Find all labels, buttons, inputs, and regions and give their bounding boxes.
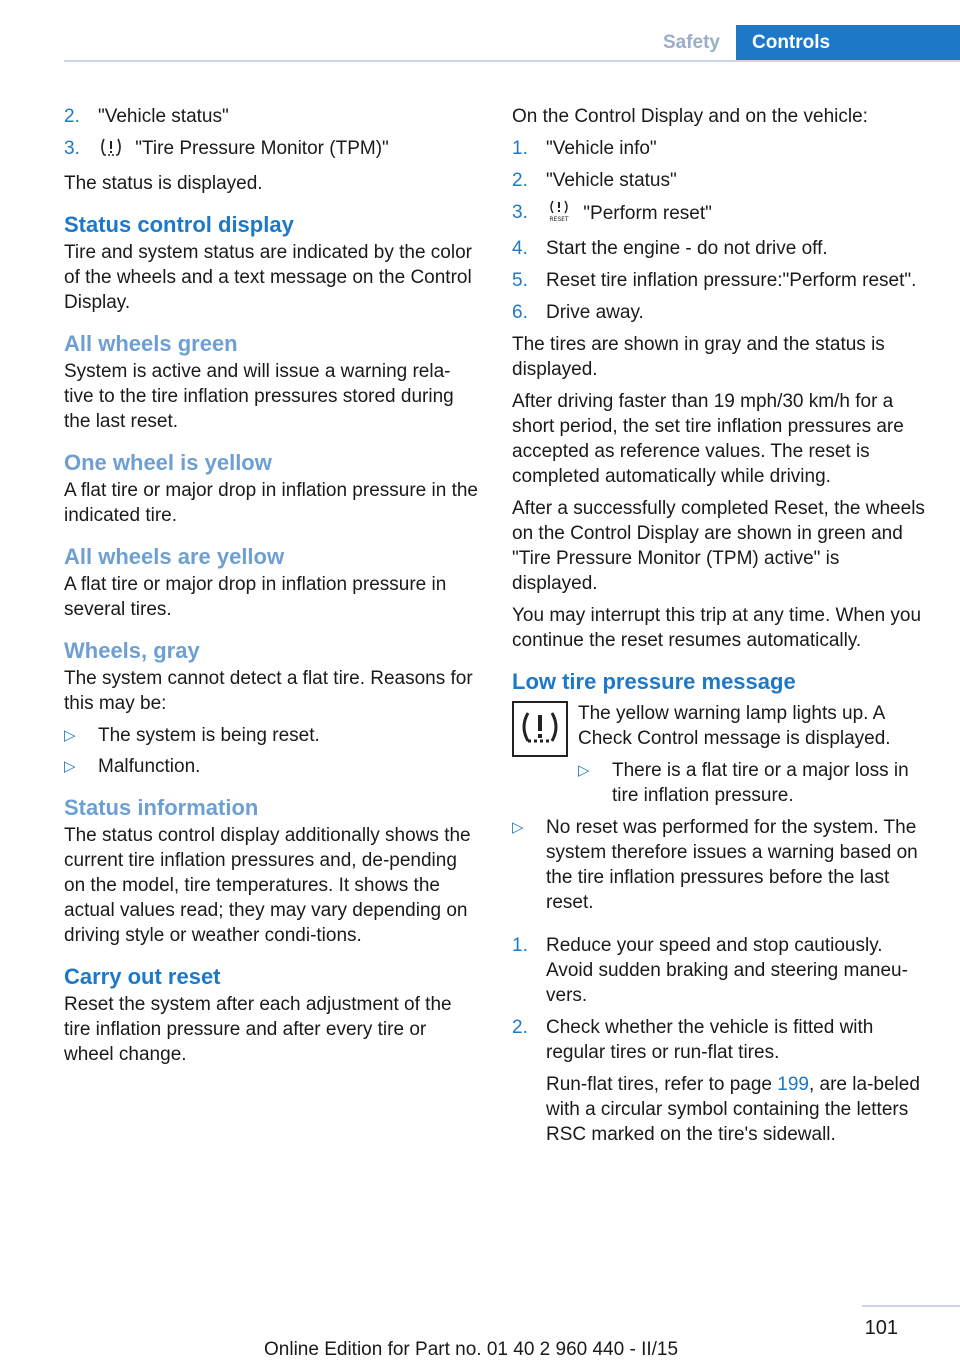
para-one-yellow: A flat tire or major drop in inflation pressure in the indicated tire. (64, 480, 478, 526)
list-item (64, 136, 478, 164)
right-column (512, 104, 928, 1154)
bullet-text: No reset was performed for the system. The system therefore issues a warning based on the tire inflation pressures before the last reset. (546, 817, 918, 913)
list-item (512, 933, 928, 1008)
list-item (512, 168, 928, 193)
list-item (512, 136, 928, 161)
para-interrupt: You may interrupt this trip at any time. When you continue the reset resumes automatically. (512, 605, 922, 651)
tpm-warning-icon (98, 137, 124, 164)
step-text: Reset tire inflation pressure:"Perform reset". (546, 270, 917, 291)
header-tab-safety: Safety (662, 32, 720, 53)
step-number: 2. (512, 1017, 528, 1038)
step-number: 2. (64, 106, 80, 127)
triangle-bullet-icon: ▷ (64, 727, 76, 744)
para-carry-out-reset: Reset the system after each adjustment of the tire inflation pressure and after every tire or wheel change. (64, 994, 452, 1065)
reset-steps (512, 136, 928, 325)
para-after-success: After a successfully completed Reset, the wheels on the Control Display are shown in green and "Tire Pressure Monitor (TPM) active" is displayed. (512, 498, 925, 594)
list-item (512, 200, 928, 229)
list-item (512, 236, 928, 261)
runflat-after: , are la-beled with a circular symbol containing the letters RSC marked on the tire's sidewall. (546, 1074, 920, 1145)
footer-rule (862, 1305, 960, 1307)
step-number: 5. (512, 270, 528, 291)
step-number: 6. (512, 302, 528, 323)
heading-status-info: Status information (64, 795, 259, 820)
para-lamp: The yellow warning lamp lights up. A Check Control message is displayed. (578, 703, 891, 749)
runflat-note (546, 1072, 928, 1147)
step-text: "Vehicle status" (546, 170, 677, 191)
left-steps (64, 104, 478, 164)
para-all-green: System is active and will issue a warning rela-tive to the tire inflation pressures stored during the last reset. (64, 361, 454, 432)
step-number: 2. (512, 170, 528, 191)
page-number: 101 (864, 1317, 898, 1339)
heading-one-yellow: One wheel is yellow (64, 450, 272, 475)
para-gray-tires: The tires are shown in gray and the status is displayed. (512, 334, 885, 380)
tpm-reset-icon (546, 200, 572, 229)
step-text: "Tire Pressure Monitor (TPM)" (135, 138, 389, 159)
lamp-bullets (578, 758, 928, 808)
list-item (64, 754, 478, 779)
list-item (512, 815, 928, 915)
status-displayed-text: The status is displayed. (64, 173, 263, 194)
step-text: "Perform reset" (583, 203, 712, 224)
page-link[interactable]: 199 (777, 1074, 809, 1095)
heading-low-pressure: Low tire pressure message (512, 669, 796, 694)
heading-all-yellow: All wheels are yellow (64, 544, 285, 569)
low-pressure-lamp-icon (512, 701, 568, 757)
low-pressure-text (578, 701, 928, 815)
step-number: 1. (512, 138, 528, 159)
reset-icon-label: RESET (549, 216, 569, 222)
step-text: Drive away. (546, 302, 644, 323)
para-all-yellow: A flat tire or major drop in inflation pressure in several tires. (64, 574, 447, 620)
bullet-text: There is a flat tire or a major loss in tire inflation pressure. (612, 760, 909, 806)
para-intro: On the Control Display and on the vehicle: (512, 106, 868, 127)
bullet-text: The system is being reset. (98, 725, 320, 746)
heading-all-green: All wheels green (64, 331, 238, 356)
step-text: "Vehicle info" (546, 138, 657, 159)
list-item (512, 300, 928, 325)
para-after-driving: After driving faster than 19 mph/30 km/h for a short period, the set tire inflation pressures are accepted as reference values. The reset is completed automatically while driving. (512, 391, 904, 487)
triangle-bullet-icon: ▷ (512, 819, 524, 836)
list-item (512, 268, 928, 293)
para-wheels-gray: The system cannot detect a flat tire. Reasons for this may be: (64, 668, 473, 714)
heading-wheels-gray: Wheels, gray (64, 638, 200, 663)
triangle-bullet-icon: ▷ (64, 758, 76, 775)
step-text: Check whether the vehicle is fitted with regular tires or run-flat tires. (546, 1017, 874, 1063)
list-item (578, 758, 928, 808)
step-text: Reduce your speed and stop cautiously. Avoid sudden braking and steering maneu-vers. (546, 935, 908, 1006)
step-number: 3. (512, 202, 528, 223)
triangle-bullet-icon: ▷ (578, 762, 590, 779)
footer-edition: Online Edition for Part no. 01 40 2 960 440 - II/15 (264, 1339, 679, 1360)
list-item (512, 1015, 928, 1147)
bullet-text: Malfunction. (98, 756, 201, 777)
list-item (64, 723, 478, 748)
no-reset-bullets (512, 815, 928, 915)
step-text: Start the engine - do not drive off. (546, 238, 828, 259)
para-status-control: Tire and system status are indicated by the color of the wheels and a text message on the Control Display. (64, 242, 472, 313)
list-item (64, 104, 478, 129)
step-number: 3. (64, 138, 80, 159)
step-text: "Vehicle status" (98, 106, 229, 127)
left-column (64, 104, 478, 1074)
step-number: 4. (512, 238, 528, 259)
runflat-before: Run-flat tires, refer to page (546, 1074, 778, 1095)
step-number: 1. (512, 935, 528, 956)
para-status-info: The status control display additionally shows the current tire inflation pressures and, de-pending on the model, tire temperatures. It shows the actual values read; they may vary depending on driving style or weather condi-tions. (64, 825, 471, 946)
gray-reasons-list (64, 723, 478, 779)
heading-status-control: Status control display (64, 212, 294, 237)
action-steps (512, 933, 928, 1147)
header-tab-controls: Controls (736, 25, 960, 61)
heading-carry-out-reset: Carry out reset (64, 964, 221, 989)
header-rule (64, 60, 960, 62)
low-pressure-block (512, 701, 928, 815)
